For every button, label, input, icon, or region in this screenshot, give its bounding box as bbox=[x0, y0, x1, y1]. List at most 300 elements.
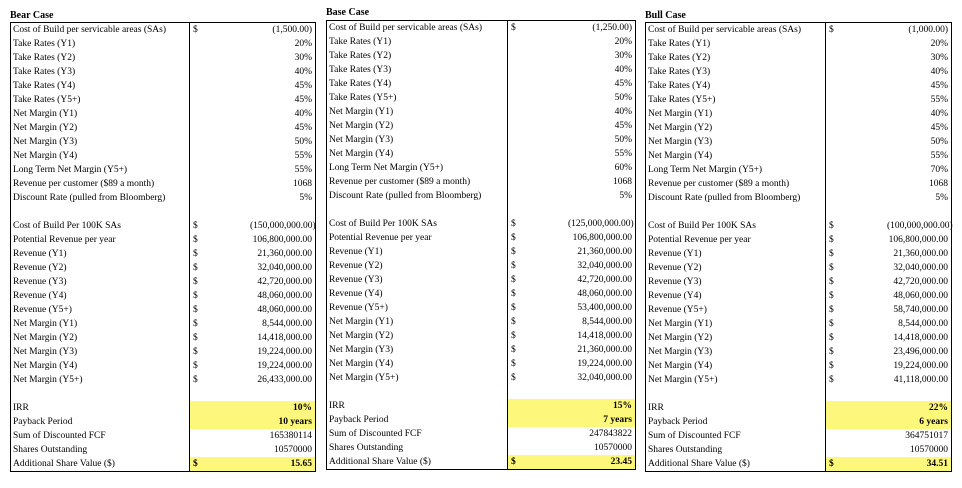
row-value: (150,000,000.00) bbox=[250, 221, 316, 231]
row-label: Revenue (Y3) bbox=[327, 273, 508, 287]
table-row-revenue-y4 bbox=[646, 289, 951, 303]
table-row-net-margin-y1 bbox=[646, 107, 951, 121]
row-value: 1068 bbox=[929, 179, 948, 189]
row-label: Take Rates (Y4) bbox=[327, 77, 508, 91]
row-value: 45% bbox=[930, 123, 948, 133]
row-label: Additional Share Value ($) bbox=[11, 457, 190, 471]
table-row-cost-of-build-per-100k-sas bbox=[646, 219, 951, 233]
currency-symbol bbox=[190, 135, 250, 149]
row-label: Cost of Build per servicable areas (SAs) bbox=[11, 23, 190, 37]
row-value: 106,800,000.00 bbox=[252, 235, 312, 245]
currency-symbol bbox=[190, 93, 250, 107]
table-row-net-margin-y3 bbox=[11, 135, 315, 149]
row-label: Net Margin (Y4) bbox=[327, 357, 508, 371]
table-row-net-margin-y2 bbox=[11, 121, 315, 135]
row-label: Net Margin (Y2) bbox=[327, 329, 508, 343]
row-label: Take Rates (Y5+) bbox=[327, 91, 508, 105]
table-row-net-margin-y4 bbox=[327, 357, 635, 371]
row-value: 8,544,000.00 bbox=[262, 319, 312, 329]
scenario-title: Bull Case bbox=[645, 10, 686, 21]
row-value: 50% bbox=[930, 137, 948, 147]
row-label: Potential Revenue per year bbox=[11, 233, 190, 247]
currency-symbol bbox=[826, 415, 887, 429]
row-value: 41,118,000.00 bbox=[893, 375, 948, 385]
currency-symbol bbox=[190, 415, 250, 429]
currency-symbol: $ bbox=[829, 347, 834, 357]
row-label: Shares Outstanding bbox=[11, 443, 190, 457]
table-row-revenue-y5 bbox=[646, 303, 951, 317]
row-label: Revenue (Y5+) bbox=[327, 301, 508, 315]
currency-symbol: $ bbox=[193, 375, 198, 385]
currency-symbol bbox=[190, 121, 250, 135]
row-value: 48,060,000.00 bbox=[257, 291, 312, 301]
row-label: Net Margin (Y1) bbox=[327, 315, 508, 329]
row-label: Net Margin (Y1) bbox=[646, 107, 826, 121]
row-value: 15.65 bbox=[250, 457, 315, 471]
currency-symbol bbox=[190, 65, 250, 79]
table-row-take-rates-y3 bbox=[646, 65, 951, 79]
table-row-shares-outstanding bbox=[11, 443, 315, 457]
row-value: 55% bbox=[930, 95, 948, 105]
currency-symbol bbox=[826, 51, 887, 65]
currency-symbol: $ bbox=[193, 249, 198, 259]
row-label: Revenue (Y2) bbox=[11, 261, 190, 275]
currency-symbol: $ bbox=[829, 263, 834, 273]
row-label: Payback Period bbox=[646, 415, 826, 429]
table-row-payback-period bbox=[11, 415, 315, 429]
scenario-title: Base Case bbox=[326, 7, 370, 18]
row-label: IRR bbox=[646, 401, 826, 415]
table-row-net-margin-y2 bbox=[646, 331, 951, 345]
currency-symbol bbox=[826, 37, 887, 51]
row-label: Net Margin (Y2) bbox=[646, 331, 826, 345]
row-label: Net Margin (Y3) bbox=[327, 343, 508, 357]
row-label: Take Rates (Y2) bbox=[11, 51, 190, 65]
table-row-sum-of-discounted-fcf bbox=[646, 429, 951, 443]
table-row-additional-share-value bbox=[327, 455, 635, 469]
spacer-row bbox=[11, 205, 315, 219]
row-value: 20% bbox=[294, 39, 312, 49]
currency-symbol: $ bbox=[193, 333, 198, 343]
table-row-revenue-y2 bbox=[327, 259, 635, 273]
row-label: Shares Outstanding bbox=[646, 443, 826, 457]
table-row-revenue-per-customer-89-a-month bbox=[11, 177, 315, 191]
row-value: (100,000,000.00) bbox=[887, 221, 953, 231]
currency-symbol bbox=[508, 147, 568, 161]
table-row-take-rates-y1 bbox=[327, 35, 635, 49]
currency-symbol: $ bbox=[508, 455, 568, 469]
table-row-cost-of-build-per-servicable-areas-sas bbox=[11, 23, 315, 37]
table-row-net-margin-y1 bbox=[646, 317, 951, 331]
row-value: 42,720,000.00 bbox=[257, 277, 312, 287]
table-row-net-margin-y5 bbox=[646, 373, 951, 387]
row-value: 23.45 bbox=[568, 455, 635, 469]
row-label: Revenue (Y1) bbox=[11, 247, 190, 261]
row-value: 55% bbox=[614, 149, 632, 159]
row-value: 1068 bbox=[293, 179, 312, 189]
currency-symbol bbox=[508, 441, 568, 455]
row-value: 21,360,000.00 bbox=[257, 249, 312, 259]
table-row-net-margin-y2 bbox=[327, 119, 635, 133]
row-value: 45% bbox=[294, 123, 312, 133]
row-value: 60% bbox=[614, 163, 632, 173]
table-row-revenue-y1 bbox=[327, 245, 635, 259]
row-value: 45% bbox=[294, 95, 312, 105]
row-label: Cost of Build Per 100K SAs bbox=[646, 219, 826, 233]
row-value: 45% bbox=[294, 81, 312, 91]
row-value: 34.51 bbox=[887, 457, 951, 471]
row-label: Net Margin (Y2) bbox=[11, 331, 190, 345]
table-row-sum-of-discounted-fcf bbox=[11, 429, 315, 443]
table-row-revenue-y1 bbox=[11, 247, 315, 261]
row-label: Net Margin (Y4) bbox=[646, 149, 826, 163]
row-value: 30% bbox=[294, 53, 312, 63]
spacer-cell bbox=[11, 205, 190, 219]
currency-symbol bbox=[190, 37, 250, 51]
row-label: Net Margin (Y1) bbox=[327, 105, 508, 119]
currency-symbol bbox=[190, 107, 250, 121]
row-label: Discount Rate (pulled from Bloomberg) bbox=[11, 191, 190, 205]
row-label: Take Rates (Y1) bbox=[327, 35, 508, 49]
row-value: 53,400,000.00 bbox=[577, 303, 632, 313]
table-row-irr bbox=[646, 401, 951, 415]
currency-symbol: $ bbox=[511, 345, 516, 355]
currency-symbol: $ bbox=[829, 25, 834, 35]
currency-symbol bbox=[508, 189, 568, 203]
row-value: 6 years bbox=[887, 415, 951, 429]
row-label: Payback Period bbox=[327, 413, 508, 427]
currency-symbol bbox=[508, 35, 568, 49]
table-row-discount-rate-pulled-from-bloomberg bbox=[327, 189, 635, 203]
table-row-potential-revenue-per-year bbox=[646, 233, 951, 247]
row-value: 30% bbox=[930, 53, 948, 63]
currency-symbol: $ bbox=[193, 263, 198, 273]
table-row-net-margin-y1 bbox=[327, 105, 635, 119]
row-label: IRR bbox=[11, 401, 190, 415]
currency-symbol: $ bbox=[193, 25, 198, 35]
table-row-net-margin-y3 bbox=[646, 345, 951, 359]
row-label: Additional Share Value ($) bbox=[327, 455, 508, 469]
row-value: 5% bbox=[935, 193, 948, 203]
table-row-long-term-net-margin-y5 bbox=[11, 163, 315, 177]
row-label: Net Margin (Y2) bbox=[646, 121, 826, 135]
table-row-take-rates-y4 bbox=[11, 79, 315, 93]
currency-symbol bbox=[826, 79, 887, 93]
table-row-revenue-y4 bbox=[327, 287, 635, 301]
row-value: 48,060,000.00 bbox=[893, 291, 948, 301]
currency-symbol: $ bbox=[193, 319, 198, 329]
table-row-additional-share-value bbox=[646, 457, 951, 471]
currency-symbol bbox=[826, 65, 887, 79]
currency-symbol: $ bbox=[511, 219, 516, 229]
row-value: 19,224,000.00 bbox=[893, 361, 948, 371]
currency-symbol: $ bbox=[511, 303, 516, 313]
row-label: Sum of Discounted FCF bbox=[327, 427, 508, 441]
currency-symbol: $ bbox=[190, 457, 250, 471]
spacer-row bbox=[327, 385, 635, 399]
table-row-net-margin-y4 bbox=[646, 149, 951, 163]
row-label: Discount Rate (pulled from Bloomberg) bbox=[646, 191, 826, 205]
table-row-discount-rate-pulled-from-bloomberg bbox=[11, 191, 315, 205]
row-value: 70% bbox=[930, 165, 948, 175]
row-label: Sum of Discounted FCF bbox=[646, 429, 826, 443]
currency-symbol: $ bbox=[829, 361, 834, 371]
row-value: 14,418,000.00 bbox=[577, 331, 632, 341]
row-label: Net Margin (Y4) bbox=[646, 359, 826, 373]
table-row-take-rates-y3 bbox=[327, 63, 635, 77]
currency-symbol: $ bbox=[193, 347, 198, 357]
row-value: (1,000.00) bbox=[908, 25, 948, 35]
currency-symbol: $ bbox=[193, 221, 198, 231]
table-row-net-margin-y5 bbox=[327, 371, 635, 385]
row-value: 45% bbox=[614, 79, 632, 89]
table-row-net-margin-y2 bbox=[327, 329, 635, 343]
row-label: Long Term Net Margin (Y5+) bbox=[646, 163, 826, 177]
row-label: Revenue (Y1) bbox=[327, 245, 508, 259]
row-value: 20% bbox=[930, 39, 948, 49]
currency-symbol: $ bbox=[826, 457, 887, 471]
row-label: Net Margin (Y1) bbox=[11, 107, 190, 121]
currency-symbol bbox=[508, 49, 568, 63]
row-label: Take Rates (Y3) bbox=[646, 65, 826, 79]
row-value: 55% bbox=[294, 151, 312, 161]
row-label: Net Margin (Y4) bbox=[327, 147, 508, 161]
row-label: Net Margin (Y4) bbox=[11, 359, 190, 373]
row-value: 21,360,000.00 bbox=[577, 247, 632, 257]
currency-symbol: $ bbox=[193, 291, 198, 301]
row-label: Net Margin (Y5+) bbox=[327, 371, 508, 385]
currency-symbol: $ bbox=[829, 375, 834, 385]
row-label: Long Term Net Margin (Y5+) bbox=[327, 161, 508, 175]
row-value: 10570000 bbox=[274, 445, 312, 455]
row-label: Potential Revenue per year bbox=[646, 233, 826, 247]
row-value: 55% bbox=[930, 151, 948, 161]
table-row-payback-period bbox=[327, 413, 635, 427]
currency-symbol: $ bbox=[511, 373, 516, 383]
row-label: Net Margin (Y1) bbox=[646, 317, 826, 331]
row-value: 7 years bbox=[568, 413, 635, 427]
table-row-sum-of-discounted-fcf bbox=[327, 427, 635, 441]
row-value: 20% bbox=[614, 37, 632, 47]
table-row-cost-of-build-per-100k-sas bbox=[327, 217, 635, 231]
row-label: Revenue per customer ($89 a month) bbox=[646, 177, 826, 191]
currency-symbol: $ bbox=[511, 289, 516, 299]
row-value: 30% bbox=[614, 51, 632, 61]
currency-symbol: $ bbox=[829, 305, 834, 315]
spacer-cell bbox=[646, 387, 826, 401]
row-value: 45% bbox=[930, 81, 948, 91]
row-value: 40% bbox=[294, 109, 312, 119]
row-label: Take Rates (Y3) bbox=[11, 65, 190, 79]
spacer-row bbox=[646, 387, 951, 401]
scenario-table-base-case bbox=[326, 20, 636, 470]
currency-symbol bbox=[826, 93, 887, 107]
currency-symbol: $ bbox=[511, 233, 516, 243]
row-value: 10 years bbox=[250, 415, 315, 429]
currency-symbol bbox=[826, 191, 887, 205]
row-value: 19,224,000.00 bbox=[257, 347, 312, 357]
row-label: Revenue (Y3) bbox=[11, 275, 190, 289]
table-row-cost-of-build-per-100k-sas bbox=[11, 219, 315, 233]
currency-symbol bbox=[190, 429, 250, 443]
row-value: 5% bbox=[619, 191, 632, 201]
table-row-net-margin-y4 bbox=[646, 359, 951, 373]
row-value: 42,720,000.00 bbox=[577, 275, 632, 285]
currency-symbol: $ bbox=[511, 275, 516, 285]
currency-symbol bbox=[826, 401, 887, 415]
row-value: 14,418,000.00 bbox=[893, 333, 948, 343]
row-value: 40% bbox=[930, 109, 948, 119]
currency-symbol bbox=[826, 121, 887, 135]
row-value: 55% bbox=[294, 165, 312, 175]
row-label: Net Margin (Y1) bbox=[11, 317, 190, 331]
row-label: Net Margin (Y5+) bbox=[646, 373, 826, 387]
table-row-revenue-y5 bbox=[327, 301, 635, 315]
currency-symbol bbox=[826, 443, 887, 457]
table-row-revenue-per-customer-89-a-month bbox=[327, 175, 635, 189]
row-value: 8,544,000.00 bbox=[582, 317, 632, 327]
row-label: Take Rates (Y3) bbox=[327, 63, 508, 77]
row-value: 50% bbox=[614, 93, 632, 103]
currency-symbol: $ bbox=[829, 235, 834, 245]
row-label: Take Rates (Y1) bbox=[11, 37, 190, 51]
currency-symbol bbox=[508, 413, 568, 427]
row-label: Revenue (Y5+) bbox=[11, 303, 190, 317]
spacer-cell bbox=[11, 387, 190, 401]
currency-symbol: $ bbox=[829, 319, 834, 329]
currency-symbol bbox=[508, 175, 568, 189]
row-value: 32,040,000.00 bbox=[577, 261, 632, 271]
row-label: Take Rates (Y1) bbox=[646, 37, 826, 51]
row-label: Revenue (Y4) bbox=[327, 287, 508, 301]
currency-symbol bbox=[826, 177, 887, 191]
currency-symbol: $ bbox=[193, 277, 198, 287]
row-label: Net Margin (Y3) bbox=[11, 345, 190, 359]
table-row-take-rates-y2 bbox=[11, 51, 315, 65]
row-label: Net Margin (Y3) bbox=[11, 135, 190, 149]
table-row-long-term-net-margin-y5 bbox=[646, 163, 951, 177]
row-value: 48,060,000.00 bbox=[257, 305, 312, 315]
row-label: Revenue (Y5+) bbox=[646, 303, 826, 317]
currency-symbol: $ bbox=[511, 261, 516, 271]
table-row-net-margin-y3 bbox=[646, 135, 951, 149]
row-label: Long Term Net Margin (Y5+) bbox=[11, 163, 190, 177]
table-row-net-margin-y3 bbox=[327, 343, 635, 357]
spacer-row bbox=[11, 387, 315, 401]
spacer-cell bbox=[327, 385, 508, 399]
row-value: 22% bbox=[887, 401, 951, 415]
table-row-revenue-per-customer-89-a-month bbox=[646, 177, 951, 191]
currency-symbol bbox=[190, 401, 250, 415]
table-row-net-margin-y4 bbox=[327, 147, 635, 161]
row-label: Discount Rate (pulled from Bloomberg) bbox=[327, 189, 508, 203]
table-row-discount-rate-pulled-from-bloomberg bbox=[646, 191, 951, 205]
table-row-revenue-y3 bbox=[327, 273, 635, 287]
row-label: Take Rates (Y5+) bbox=[646, 93, 826, 107]
currency-symbol bbox=[826, 107, 887, 121]
currency-symbol bbox=[508, 133, 568, 147]
row-value: 40% bbox=[614, 107, 632, 117]
row-label: Cost of Build per servicable areas (SAs) bbox=[327, 21, 508, 35]
table-row-net-margin-y3 bbox=[11, 345, 315, 359]
table-row-take-rates-y5 bbox=[327, 91, 635, 105]
table-row-potential-revenue-per-year bbox=[11, 233, 315, 247]
row-value: 21,360,000.00 bbox=[893, 249, 948, 259]
row-label: Payback Period bbox=[11, 415, 190, 429]
currency-symbol: $ bbox=[193, 305, 198, 315]
spacer-cell bbox=[327, 203, 508, 217]
row-value: 32,040,000.00 bbox=[257, 263, 312, 273]
table-row-net-margin-y1 bbox=[327, 315, 635, 329]
currency-symbol: $ bbox=[511, 331, 516, 341]
table-row-cost-of-build-per-servicable-areas-sas bbox=[646, 23, 951, 37]
currency-symbol: $ bbox=[511, 247, 516, 257]
row-label: Take Rates (Y2) bbox=[327, 49, 508, 63]
row-label: Revenue (Y3) bbox=[646, 275, 826, 289]
row-label: Net Margin (Y2) bbox=[11, 121, 190, 135]
spacer-cell bbox=[646, 205, 826, 219]
table-row-revenue-y2 bbox=[646, 261, 951, 275]
row-label: Net Margin (Y3) bbox=[327, 133, 508, 147]
currency-symbol bbox=[190, 149, 250, 163]
row-value: 10% bbox=[250, 401, 315, 415]
row-label: IRR bbox=[327, 399, 508, 413]
row-value: 1068 bbox=[613, 177, 632, 187]
row-value: 48,060,000.00 bbox=[577, 289, 632, 299]
row-value: 50% bbox=[614, 135, 632, 145]
spacer-row bbox=[646, 205, 951, 219]
currency-symbol bbox=[508, 105, 568, 119]
row-label: Net Margin (Y4) bbox=[11, 149, 190, 163]
currency-symbol bbox=[190, 51, 250, 65]
row-value: 247843822 bbox=[589, 429, 632, 439]
table-row-net-margin-y3 bbox=[327, 133, 635, 147]
row-value: 364751017 bbox=[905, 431, 948, 441]
currency-symbol: $ bbox=[511, 359, 516, 369]
currency-symbol bbox=[508, 427, 568, 441]
row-label: Cost of Build Per 100K SAs bbox=[327, 217, 508, 231]
currency-symbol bbox=[508, 161, 568, 175]
currency-symbol: $ bbox=[829, 221, 834, 231]
row-value: 10570000 bbox=[594, 443, 632, 453]
currency-symbol: $ bbox=[829, 277, 834, 287]
currency-symbol bbox=[508, 399, 568, 413]
row-label: Shares Outstanding bbox=[327, 441, 508, 455]
row-value: 32,040,000.00 bbox=[577, 373, 632, 383]
scenario-table-bear-case bbox=[10, 22, 316, 472]
row-label: Revenue (Y4) bbox=[646, 289, 826, 303]
table-row-take-rates-y2 bbox=[646, 51, 951, 65]
table-row-take-rates-y1 bbox=[646, 37, 951, 51]
table-row-revenue-y5 bbox=[11, 303, 315, 317]
table-row-net-margin-y4 bbox=[11, 359, 315, 373]
table-row-take-rates-y3 bbox=[11, 65, 315, 79]
currency-symbol bbox=[508, 77, 568, 91]
row-label: Revenue (Y2) bbox=[327, 259, 508, 273]
row-label: Net Margin (Y3) bbox=[646, 135, 826, 149]
row-value: 58,740,000.00 bbox=[893, 305, 948, 315]
row-value: (125,000,000.00) bbox=[568, 219, 634, 229]
row-label: Net Margin (Y5+) bbox=[11, 373, 190, 387]
currency-symbol bbox=[826, 429, 887, 443]
table-row-additional-share-value bbox=[11, 457, 315, 471]
table-row-net-margin-y1 bbox=[11, 317, 315, 331]
row-value: 40% bbox=[930, 67, 948, 77]
row-label: Revenue per customer ($89 a month) bbox=[327, 175, 508, 189]
row-label: Net Margin (Y2) bbox=[327, 119, 508, 133]
row-value: 45% bbox=[614, 121, 632, 131]
row-value: 8,544,000.00 bbox=[898, 319, 948, 329]
